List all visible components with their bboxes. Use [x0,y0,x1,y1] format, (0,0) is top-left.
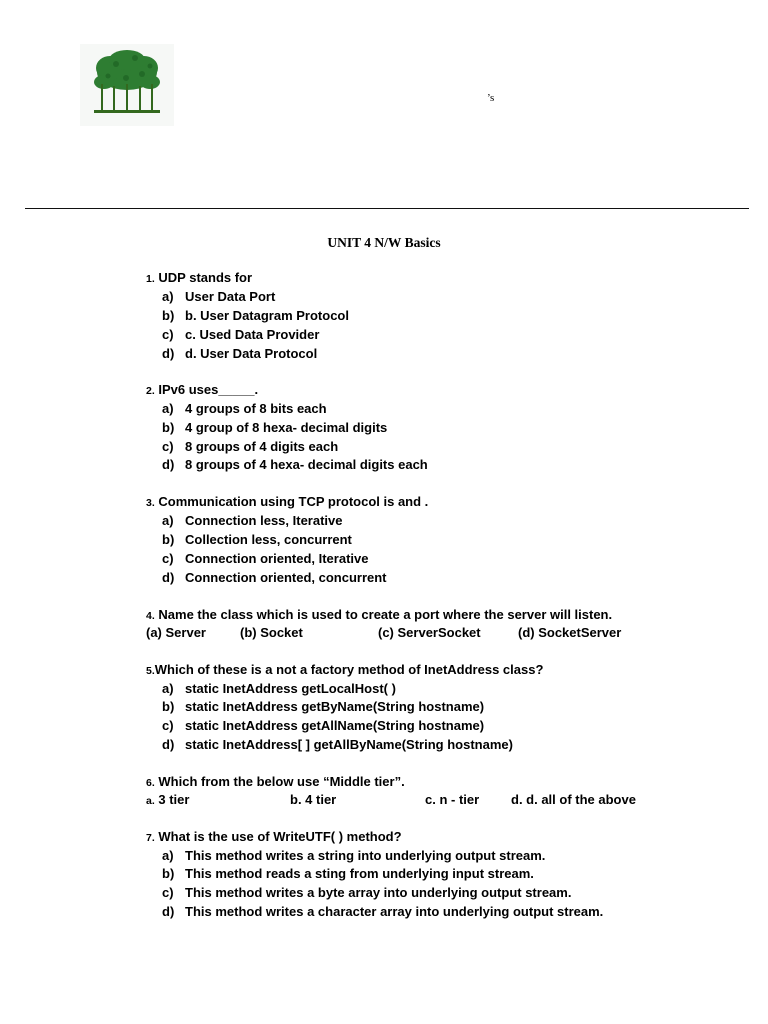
option-text: 4 group of 8 hexa- decimal digits [185,420,388,435]
option-text: Connection oriented, concurrent [185,570,387,585]
q6-option-d: d. d. all of the above [511,792,636,807]
q1-option-a [162,289,275,304]
question-4 [146,607,612,622]
q2-option-b [162,420,387,435]
question-number: 2. [146,385,155,397]
question-text: Name the class which is used to create a port where the server will listen. [158,607,613,622]
option-letter: b) [162,308,175,323]
q7-option-a [162,848,545,863]
option-text: 8 groups of 4 hexa- decimal digits each [185,457,428,472]
question-text: Which from the below use “Middle tier”. [158,774,405,789]
header-apostrophe: ’s [487,92,495,104]
q6-option-c: c. n - tier [425,792,480,807]
option-text: c. Used Data Provider [185,327,320,342]
option-letter: c) [162,551,174,566]
question-number: 3. [146,497,155,509]
q5-option-a [162,681,396,696]
q1-option-b [162,308,349,323]
q4-option-c: (c) ServerSocket [378,625,481,640]
option-text: 8 groups of 4 digits each [185,439,339,454]
option-text: b. User Datagram Protocol [185,308,349,323]
question-number: 7. [146,832,155,844]
q5-option-d [162,737,513,752]
option-text: static InetAddress getByName(String hostname) [185,699,485,714]
q5-option-b [162,699,484,714]
option-letter: a. [146,795,155,807]
option-letter: b) [162,420,175,435]
option-letter: c) [162,439,174,454]
question-5 [146,662,543,677]
question-2 [146,382,258,397]
question-text: IPv6 uses_____. [158,382,259,397]
option-letter: d) [162,904,175,919]
q3-option-c [162,551,368,566]
option-letter: d) [162,346,175,361]
q1-option-d [162,346,317,361]
q3-option-a [162,513,343,528]
question-text: Communication using TCP protocol is and . [158,494,429,509]
question-text: UDP stands for [158,270,253,285]
option-letter: a) [162,513,174,528]
option-letter: a) [162,401,174,416]
option-letter: d) [162,737,175,752]
question-number: 6. [146,777,155,789]
q4-option-d: (d) SocketServer [518,625,622,640]
option-letter: b) [162,532,175,547]
page-title: UNIT 4 N/W Basics [327,235,441,250]
option-text: Connection oriented, Iterative [185,551,369,566]
q5-option-c [162,718,484,733]
option-text: Connection less, Iterative [185,513,343,528]
option-text: static InetAddress getLocalHost( ) [185,681,396,696]
option-letter: b) [162,699,175,714]
question-1 [146,270,252,285]
question-number: 1. [146,273,155,285]
option-letter: d) [162,570,175,585]
option-text: static InetAddress getAllName(String hostname) [185,718,485,733]
option-text: This method reads a sting from underlying input stream. [185,866,534,881]
option-letter: a) [162,681,174,696]
q6-option-a [146,792,189,807]
option-text: 4 groups of 8 bits each [185,401,327,416]
q7-option-d [162,904,603,919]
logo-tree [80,44,174,126]
option-text: User Data Port [185,289,276,304]
question-3 [146,494,428,509]
q2-option-d [162,457,428,472]
question-text: What is the use of WriteUTF( ) method? [158,829,402,844]
option-letter: c) [162,718,174,733]
option-letter: b) [162,866,175,881]
q1-option-c [162,327,319,342]
option-text: This method writes a byte array into underlying output stream. [185,885,572,900]
option-text: d. User Data Protocol [185,346,318,361]
question-7 [146,829,402,844]
question-number: 5. [146,665,155,677]
q6-option-b: b. 4 tier [290,792,337,807]
question-text: Which of these is a not a factory method of InetAddress class? [154,662,544,677]
question-number: 4. [146,610,155,622]
q4-option-a: (a) Server [146,625,206,640]
option-letter: a) [162,848,174,863]
header-divider [25,208,749,209]
q3-option-b [162,532,352,547]
option-text: This method writes a character array into underlying output stream. [185,904,604,919]
option-text: 3 tier [158,792,190,807]
question-6 [146,774,405,789]
option-text: static InetAddress[ ] getAllByName(String hostname) [185,737,513,752]
option-letter: d) [162,457,175,472]
q7-option-c [162,885,571,900]
option-letter: c) [162,885,174,900]
option-text: This method writes a string into underlying output stream. [185,848,546,863]
option-text: Collection less, concurrent [185,532,352,547]
q2-option-a [162,401,327,416]
q4-option-b: (b) Socket [240,625,303,640]
option-letter: a) [162,289,174,304]
q2-option-c [162,439,338,454]
option-letter: c) [162,327,174,342]
q7-option-b [162,866,534,881]
q3-option-d [162,570,387,585]
